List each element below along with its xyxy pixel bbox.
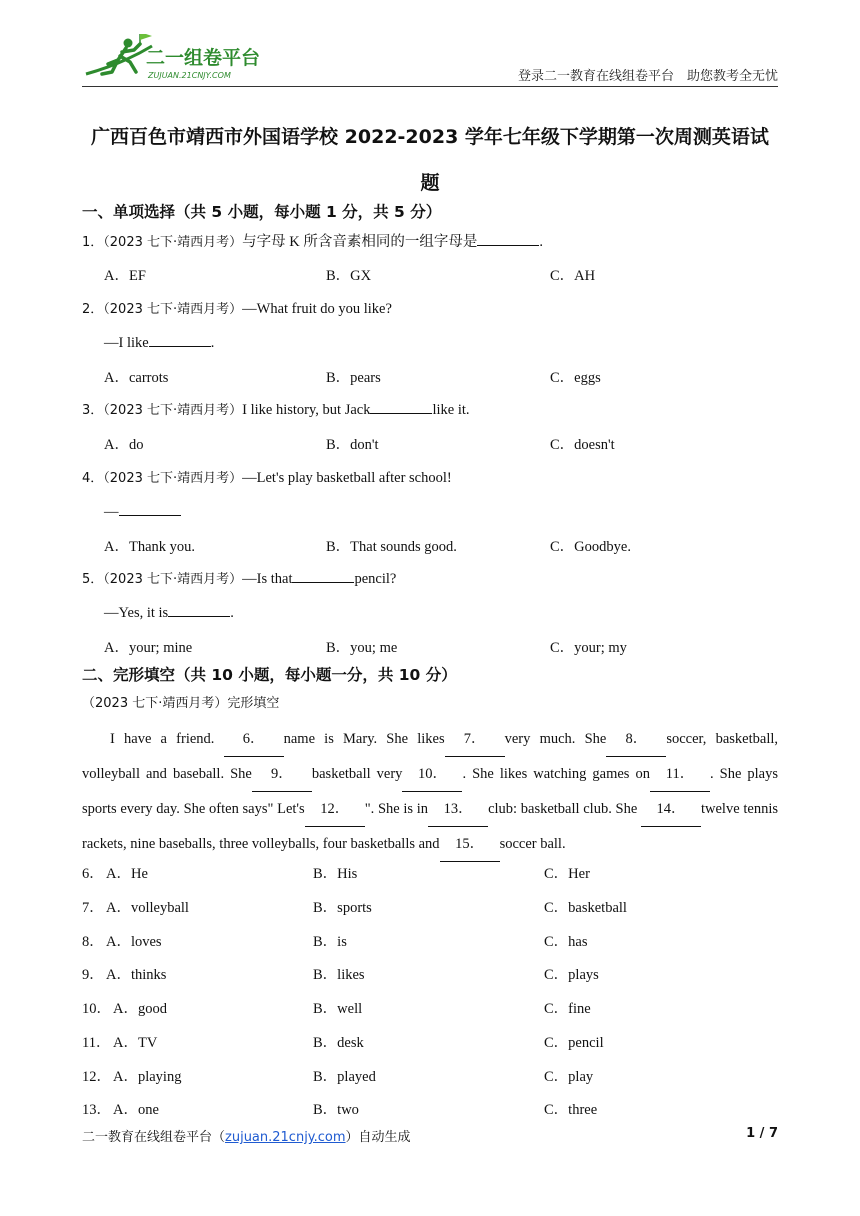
page-header (82, 34, 778, 86)
passage-text: I have a friend. (110, 731, 215, 747)
option-a: A．He (106, 866, 148, 882)
question-source: （2023 七下·靖西月考） (103, 471, 243, 486)
option-b: B．That sounds good. (326, 539, 457, 555)
option-c: C．three (544, 1102, 598, 1118)
blank-8: 8． (606, 722, 666, 757)
option-a: A．volleyball (106, 900, 189, 916)
question-5-line2 (104, 602, 234, 622)
cloze-item-number: 6． (82, 866, 104, 882)
blank-15: 15． (440, 827, 500, 862)
blank-11: 11． (650, 757, 710, 792)
line2-text: —Yes, it is (104, 605, 169, 621)
question-source: （2023 七下·靖西月考） (103, 572, 243, 587)
question-2 (82, 298, 392, 318)
question-3 (82, 399, 470, 419)
question-2-line2 (104, 332, 214, 352)
question-number: 4． (82, 471, 104, 486)
header-divider (82, 86, 778, 87)
blank-12: 12． (305, 792, 365, 827)
brand-logo[interactable] (82, 34, 282, 82)
cloze-item-number: 10． (82, 1001, 111, 1017)
passage-text: soccer, basketball, volleyball and baseball. She (82, 731, 779, 782)
passage-text: soccer ball. (499, 836, 566, 852)
section1-heading: 一、单项选择（共 5 小题，每小题 1 分，共 5 分） (82, 203, 442, 221)
passage-text: . She likes watching games on (462, 766, 650, 782)
brand-name: 二一组卷平台 (146, 47, 261, 69)
option-c: C．has (544, 934, 588, 950)
option-b: B．sports (313, 900, 372, 916)
question-text: —Is that (242, 571, 293, 587)
answer-blank (370, 399, 432, 414)
question-source: （2023 七下·靖西月考） (103, 302, 243, 317)
question-source: （2023 七下·靖西月考） (103, 235, 243, 250)
option-b: B．is (313, 934, 347, 950)
cloze-item-number: 13． (82, 1102, 111, 1118)
page-number: 1 / 7 (746, 1126, 778, 1141)
option-b: B．don't (326, 437, 379, 453)
blank-10: 10． (402, 757, 462, 792)
question-text-end: pencil? (354, 571, 397, 587)
cloze-item-number: 8． (82, 934, 104, 950)
passage-text: basketball very (311, 766, 403, 782)
question-number: 1． (82, 235, 104, 250)
page-footer (82, 1126, 411, 1145)
cloze-item-number: 12． (82, 1069, 111, 1085)
option-a: A．do (104, 437, 144, 453)
option-c: C．plays (544, 967, 599, 983)
answer-blank (149, 332, 211, 347)
option-c: C．AH (550, 268, 596, 284)
option-c: C．play (544, 1069, 594, 1085)
line2-end: . (210, 335, 215, 351)
option-b: B．played (313, 1069, 376, 1085)
passage-text: . She plays sports every day. She often says" Let's (82, 766, 778, 817)
option-a: A．EF (104, 268, 146, 284)
option-c: C．Goodbye. (550, 539, 631, 555)
question-4-line2 (104, 501, 181, 521)
question-1 (82, 230, 543, 251)
option-a: A．good (113, 1001, 167, 1017)
option-b: B．likes (313, 967, 365, 983)
question-number: 3． (82, 403, 104, 418)
option-b: B．GX (326, 268, 372, 284)
question-number: 5． (82, 572, 104, 587)
brand-url: ZUJUAN.21CNJY.COM (148, 71, 231, 80)
answer-blank (119, 501, 181, 516)
option-c: C．fine (544, 1001, 591, 1017)
section2-heading: 二、完形填空（共 10 小题，每小题一分，共 10 分） (82, 666, 457, 684)
question-text: —Let's play basketball after school! (242, 470, 452, 486)
question-5 (82, 568, 396, 588)
blank-6: 6． (224, 722, 284, 757)
question-text-end: . (539, 234, 543, 250)
option-a: A．playing (113, 1069, 182, 1085)
passage-text: twelve tennis rackets, nine baseballs, three volleyballs, four basketballs and (82, 801, 778, 852)
option-c: C．basketball (544, 900, 627, 916)
passage-text: club: basketball club. She (488, 801, 638, 817)
option-a: A．your; mine (104, 640, 193, 656)
header-slogan: 登录二一教育在线组卷平台 助您教考全无忧 (517, 69, 778, 84)
answer-blank (477, 231, 539, 246)
section2-source: （2023 七下·靖西月考）完形填空 (82, 696, 280, 711)
cloze-item-number: 7． (82, 900, 104, 916)
blank-7: 7． (445, 722, 505, 757)
passage-text: ". She is in (364, 801, 429, 817)
question-4 (82, 467, 452, 487)
blank-13: 13． (428, 792, 488, 827)
option-b: B．desk (313, 1035, 364, 1051)
option-a: A．loves (106, 934, 162, 950)
footer-link[interactable]: zujuan.21cnjy.com (225, 1130, 346, 1145)
option-a: A．Thank you. (104, 539, 196, 555)
line2-text: —I like (104, 335, 149, 351)
option-b: B．pears (326, 370, 381, 386)
cloze-passage (82, 722, 778, 862)
blank-14: 14． (641, 792, 701, 827)
option-a: A．carrots (104, 370, 169, 386)
option-c: C．your; my (550, 640, 627, 656)
passage-text: very much. She (504, 731, 607, 747)
answer-blank (168, 602, 230, 617)
answer-blank (292, 568, 354, 583)
passage-text: name is Mary. She likes (283, 731, 445, 747)
question-text: 与字母 K 所含音素相同的一组字母是 (242, 234, 478, 250)
option-b: B．two (313, 1102, 359, 1118)
option-c: C．eggs (550, 370, 601, 386)
option-a: A．one (113, 1102, 159, 1118)
option-c: C．pencil (544, 1035, 604, 1051)
option-a: A．TV (113, 1035, 158, 1051)
option-c: C．Her (544, 866, 590, 882)
line2-text: — (104, 504, 119, 520)
runner-logo-icon (82, 34, 282, 82)
footer-text-end: ）自动生成 (345, 1130, 411, 1145)
blank-9: 9． (252, 757, 312, 792)
option-a: A．thinks (106, 967, 167, 983)
question-source: （2023 七下·靖西月考） (103, 403, 243, 418)
option-b: B．you; me (326, 640, 398, 656)
footer-text: 二一教育在线组卷平台（ (82, 1130, 226, 1145)
cloze-item-number: 11． (82, 1035, 111, 1051)
option-b: B．His (313, 866, 358, 882)
question-text-end: like it. (432, 402, 470, 418)
option-c: C．doesn't (550, 437, 615, 453)
option-b: B．well (313, 1001, 363, 1017)
question-text: I like history, but Jack (242, 402, 371, 418)
line2-end: . (230, 605, 234, 621)
question-text: —What fruit do you like? (242, 301, 392, 317)
question-number: 2． (82, 302, 104, 317)
cloze-item-number: 9． (82, 967, 104, 983)
page-title: 广西百色市靖西市外国语学校 2022-2023 学年七年级下学期第一次周测英语试题 (91, 126, 769, 194)
